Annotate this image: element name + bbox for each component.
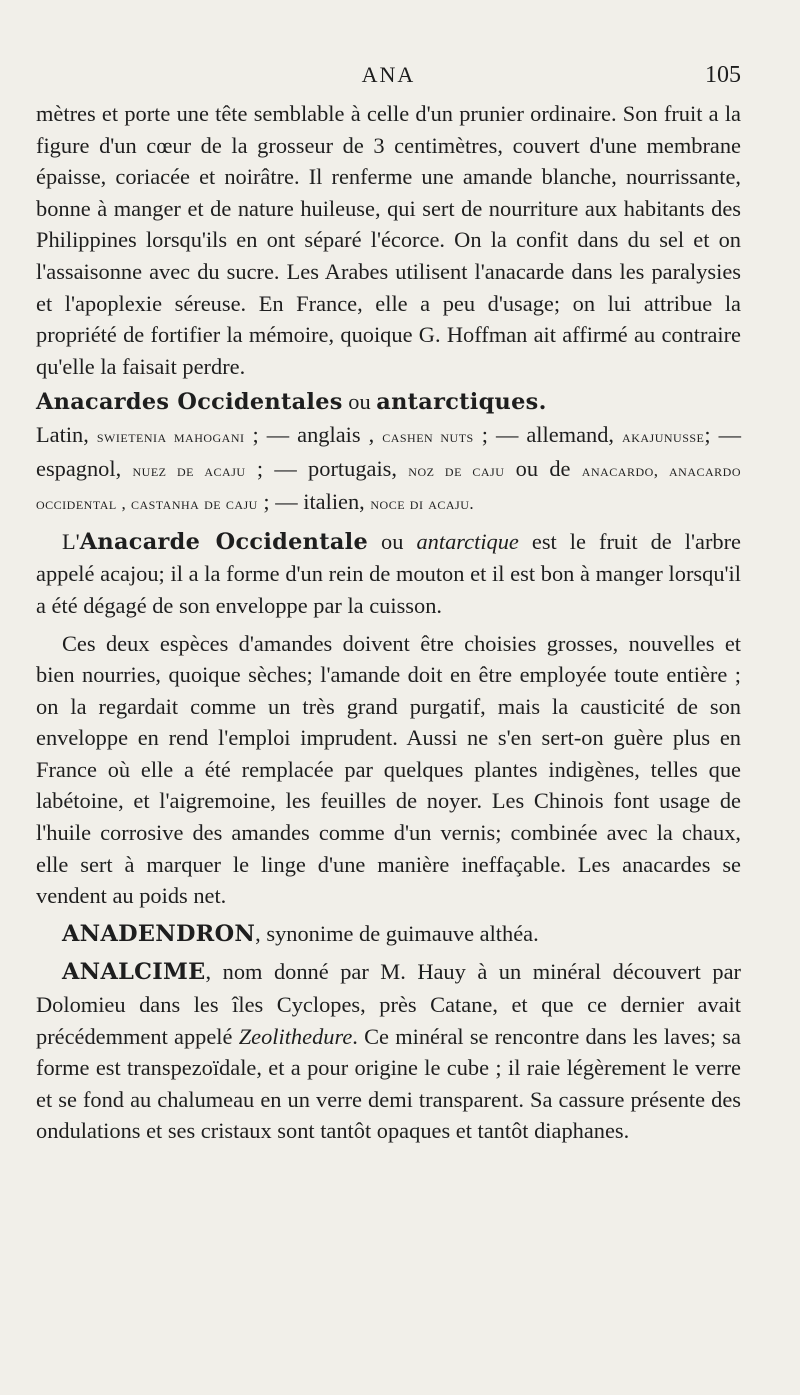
syn-term: noce di acaju.: [370, 494, 475, 514]
para-italic: antarctique: [416, 528, 519, 554]
page-header: [36, 62, 741, 98]
syn-term: akajunusse: [622, 426, 705, 446]
para-bold: Anacarde Occidentale: [79, 528, 369, 555]
syn-text: ; — allemand,: [473, 421, 623, 447]
amandes-paragraph: Ces deux espèces d'amandes doivent être choisies grosses, nouvelles et bien nourries, quoique sèches; l'amande doit en être employée toute entière ; on la regardait comme un très grand purgatif, mais la causticité de son enveloppe en rend l'emploi imprudent. Aussi ne s'en sert-on guère plus en France où elle a été remplacée par quelques plantes indigènes, telles que labétoine, et l'aigremoine, les feuilles de noyer. Les Chinois font usage de l'huile corrosive des amandes comme d'un vernis; combinée avec la chaux, elle sert à marquer le linge d'une manière ineffaçable. Les anacardes se vendent au poids net.: [36, 630, 741, 909]
paragraph-continued: mètres et porte une tête semblable à celle d'un prunier ordinaire. Son fruit a la figure d'un cœur de la grosseur de 3 centimètres, couvert d'une membrane épaisse, coriacée et noirâtre. Il renferme une amande blanche, nourrissante, bonne à manger et de nature huileuse, qui sert de nourriture aux habitants des Philippines lorsqu'ils en ont séparé l'écorce. On la confit dans du sel et on l'assaisonne avec du sucre. Les Arabes utilisent l'anacarde dans les paralysies et l'apoplexie séreuse. En France, elle a peu d'usage; on lui attribue la propriété de fortifier la mémoire, quoique G. Hoffman ait affirmé au contraire qu'elle la faisait perdre.: [36, 101, 741, 379]
para-rest: est le fruit de l'arbre appelé acajou; il a la forme d'un rein de mouton et il est bon à manger lorsqu'il a été dégagé de son enveloppe par la cuisson.: [36, 528, 741, 618]
page-number: 105: [705, 62, 741, 88]
section-heading: [36, 386, 741, 419]
para-prefix: L': [62, 528, 80, 554]
syn-term: swietenia mahogani: [96, 426, 245, 446]
entry-text: . Ce minéral se rencontre dans les laves; sa forme est transpezoïdale, et a pour origine le cube ; il raie légèrement le verre et se fond au chalumeau en un verre demi transparent. Sa cassure présente des ondulations et ses cristaux sont tantôt opaques et tantôt diaphanes.: [36, 1023, 741, 1144]
syn-term: anacardo, anacardo occidental , castanha de caju: [36, 460, 741, 514]
heading-ou: ou: [342, 389, 377, 415]
anadendron-entry: [36, 918, 741, 951]
syn-term: noz de caju: [408, 460, 505, 480]
entry-headword: ANADENDRON: [62, 920, 256, 947]
entry-headword: ANALCIME: [62, 959, 206, 986]
analcime-entry: [36, 956, 741, 1147]
running-title: ANA: [361, 62, 416, 87]
entry-text: , nom donné par M. Hauy à un minéral découvert par Dolomieu dans les îles Cyclopes, près Catane, et que ce dernier avait précédemment appelé: [36, 959, 741, 1049]
entry-text: , synonime de guimauve althéa.: [255, 920, 539, 946]
syn-text: Latin,: [36, 421, 97, 447]
syn-text: ; — italien,: [257, 489, 371, 515]
syn-text: ; — anglais ,: [244, 421, 383, 447]
anacarde-paragraph: [36, 526, 741, 622]
entry-italic: Zeolithedure: [238, 1023, 353, 1049]
synonyms-paragraph: [36, 419, 741, 520]
book-page: [36, 62, 741, 1147]
heading-bold-1: Anacardes Occidentales: [36, 389, 343, 416]
syn-term: nuez de acaju: [132, 460, 246, 480]
para-ou: ou: [368, 528, 417, 554]
syn-text: ; — espagnol,: [36, 421, 741, 481]
syn-text: ; — portugais,: [245, 455, 409, 481]
syn-term: cashen nuts: [382, 426, 474, 446]
heading-bold-2: antarctiques.: [376, 389, 547, 416]
syn-text: ou de: [504, 455, 582, 481]
